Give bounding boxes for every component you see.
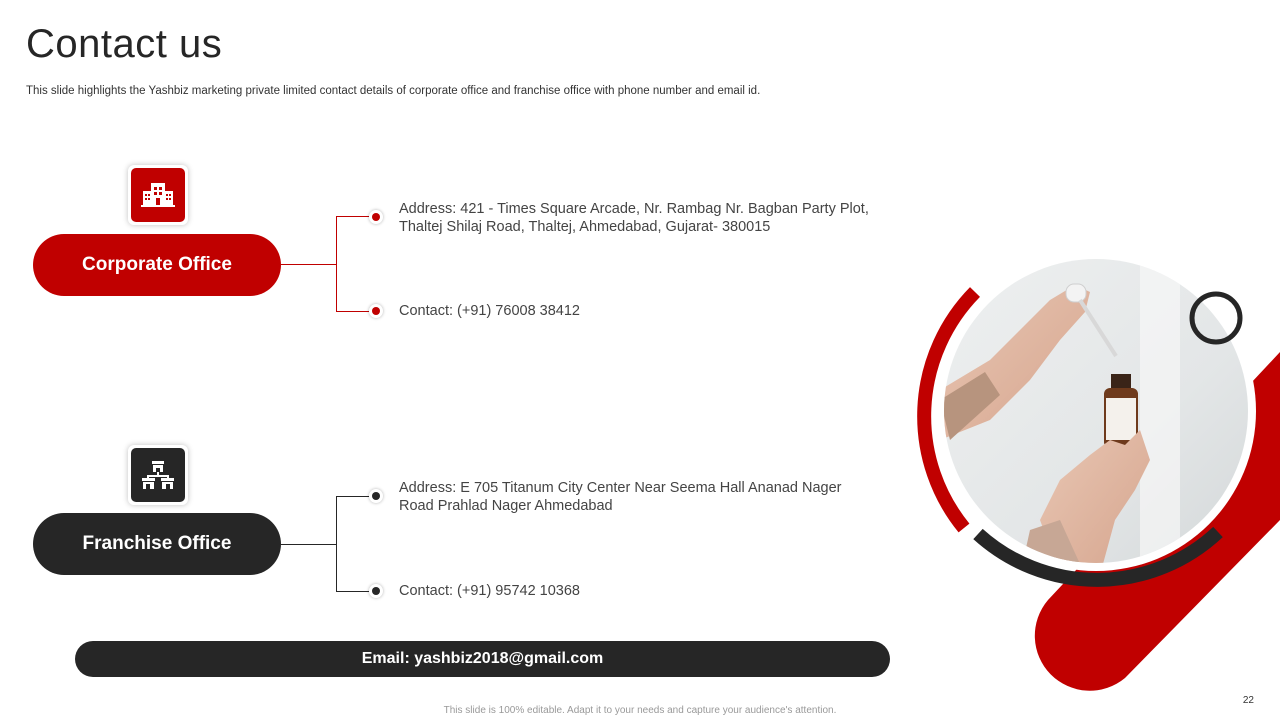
- franchise-address-line-2: Road Prahlad Nager Ahmedabad: [399, 498, 613, 514]
- email-bar: Email: yashbiz2018@gmail.com: [75, 641, 890, 677]
- page-number: 22: [1242, 695, 1254, 706]
- corporate-address-line-2: Thaltej Shilaj Road, Thaltej, Ahmedabad, Gujarat- 380015: [399, 219, 771, 235]
- corporate-contact: Contact: (+91) 76008 38412: [399, 303, 580, 319]
- footer-note: This slide is 100% editable. Adapt it to your needs and capture your audience's attention.: [443, 705, 837, 716]
- franchise-contact: Contact: (+91) 95742 10368: [399, 583, 580, 599]
- slide-subtitle: This slide highlights the Yashbiz marketing private limited contact details of corporate office and franchise office with phone number and email id.: [26, 85, 761, 97]
- corporate-office-pill: Corporate Office: [33, 234, 281, 296]
- slide-title: Contact us: [26, 22, 223, 66]
- franchise-office-pill: Franchise Office: [33, 513, 281, 575]
- franchise-address-line-1: Address: E 705 Titanum City Center Near Seema Hall Ananad Nager: [399, 480, 842, 496]
- corporate-address-line-1: Address: 421 - Times Square Arcade, Nr. Rambag Nr. Bagban Party Plot,: [399, 201, 869, 217]
